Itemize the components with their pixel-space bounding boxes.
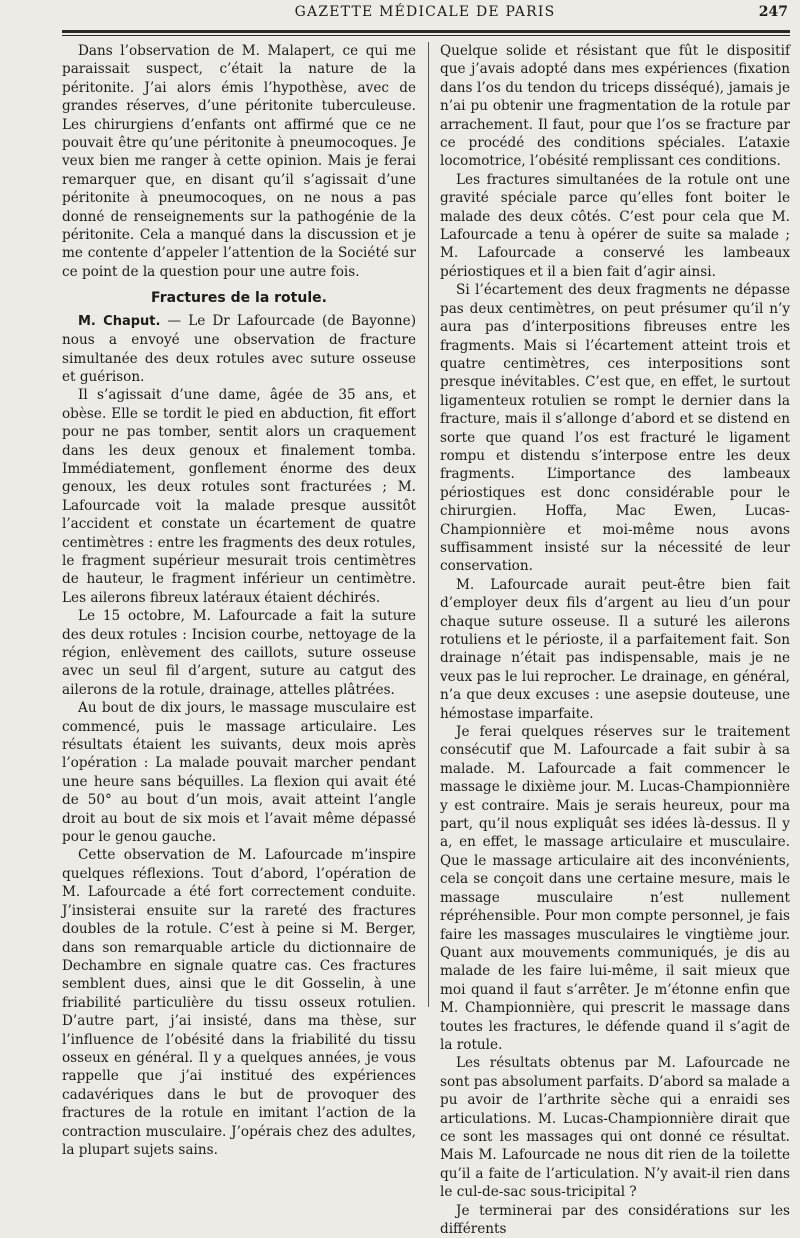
paragraph-chaput-intro <box>62 312 416 387</box>
paragraph-malapert: Dans l’observation de M. Malapert, ce qui me paraissait suspect, c’était la nature de la péritonite. J’ai alors émis l’hypothèse, avec de grandes réserves, d’une péritonite tuberculeuse. Les chirurgiens d’enfants ont affirmé que ce ne pouvait être qu’une péritonite à pneumocoques. Je veux bien me ranger à cette opinion. Mais je ferai remarquer que, en disant qu’il s’agissait d’une péritonite à pneumocoques, on ne nous a pas donné de renseignements sur la pathogénie de la péritonite. Cela a manqué dans la discussion et je me contente d’appeler l’attention de la Société sur ce point de la question pour une autre fois. <box>62 43 416 280</box>
column-divider <box>428 42 429 1007</box>
paragraph-operation: Le 15 octobre, M. Lafourcade a fait la suture des deux rotules : Incision courbe, nettoyage de la région, enlèvement des caillots, suture osseuse avec un seul fil d’argent, suture au catgut des ailerons de la rotule, drainage, attelles plâtrées. <box>62 608 416 698</box>
paragraph-case: Il s’agissait d’une dame, âgée de 35 ans, et obèse. Elle se tordit le pied en abduction, fit effort pour ne pas tomber, sentit alors un craquement dans les deux genoux et finalement tomba. Immédiatement, gonflement énorme des deux genoux, les deux rotules sont fracturées ; M. Lafourcade voit la malade presque aussitôt l’accident et constate un écartement de quatre centimètres : entre les fragments des deux rotules, le fragment supérieur mesurait trois centimètres de hauteur, le fragment inférieur un centimètre. Les ailerons fibreux latéraux étaient déchirés. <box>62 387 416 606</box>
paragraph-fils: M. Lafourcade aurait peut-être bien fait d’employer deux fils d’argent au lieu d’un pour chaque suture osseuse. Il a suturé les ailerons rotuliens et le périoste, il a parfaitement fait. Son drainage n’était pas indispensable, mais je ne veux pas le lui reprocher. Le drainage, en général, n’a que deux excuses : une asepsie douteuse, une hémostase imparfaite. <box>440 576 790 722</box>
header-rule-thick <box>62 30 790 33</box>
running-title: GAZETTE MÉDICALE DE PARIS <box>294 4 556 20</box>
paragraph-traitement: Je ferai quelques réserves sur le traitement consécutif que M. Lafourcade a fait subir à sa malade. M. Lafourcade a fait commencer le massage le dixième jour. M. Lucas-Championnière y est contraire. Mais je serais heureux, pour ma part, qu’il nous expliquât ses idées là-dessus. Il y a, en effet, le massage articulaire et musculaire. Que le massage articulaire ait des inconvénients, cela se conçoit dans une certaine mesure, mais le massage musculaire n’est nullement répréhensible. Pour mon compte personnel, je fais faire les massages musculaires le vingtième jour. Quant aux mouvements communiqués, je dis au malade de les faire lui-même, il sait mieux que moi quand il faut s’arrêter. Je m’étonne enfin que M. Championnière, qui prescrit le massage dans toutes les fractures, le défende quand il s’agit de la rotule. <box>440 724 790 1053</box>
paragraph-chaput-text: — Le Dr Lafourcade (de Bayonne) nous a envoyé une observation de fracture simultanée des deux rotules avec suture osseuse et guérison. <box>62 312 416 385</box>
paragraph-experiments: Quelque solide et résistant que fût le dispositif que j’avais adopté dans mes expériences (fixation dans l’os du tendon du triceps disséqué), jamais je n’ai pu obtenir une fragmentation de la rotule par arrachement. Il faut, pour que l’os se fracture par ce procédé des conditions spéciales. L’ataxie locomotrice, l’obésité remplissant ces conditions. <box>440 43 790 170</box>
left-column <box>62 42 416 1158</box>
speaker-name: M. Chaput. <box>78 313 161 329</box>
right-column <box>440 42 790 1237</box>
page-number: 247 <box>758 4 788 20</box>
section-heading: Fractures de la rotule. <box>151 290 327 307</box>
paragraph-gravity: Les fractures simultanées de la rotule ont une gravité spéciale parce qu’elles font boiter le malade des deux côtés. C’est pour cela que M. Lafourcade a tenu à opérer de suite sa malade ; M. Lafourcade a conservé les lambeaux périostiques et il a bien fait d’agir ainsi. <box>440 171 790 280</box>
header-rule-thin <box>62 35 790 36</box>
paragraph-ecartement: Si l’écartement des deux fragments ne dépasse pas deux centimètres, on peut présumer qu’il n’y aura pas d’interpositions fibreuses entre les fragments. Mais si l’écartement atteint trois et quatre centimètres, ces interpositions sont presque inévitables. C’est que, en effet, le surtout ligamenteux rotulien se rompt le dernier dans la fracture, mais il s’allonge d’abord et se distend en sorte que quand l’os est fracturé le ligament rompu et distendu s’interpose entre les deux fragments. L’importance des lambeaux périostiques est donc considérable pour le chirurgien. Hoffa, Mac Ewen, Lucas-Championnière et moi-même nous avons suffisamment insisté sur la nécessité de leur conservation. <box>440 282 790 575</box>
page-header <box>60 4 790 26</box>
paragraph-resultats: Les résultats obtenus par M. Lafourcade ne sont pas absolument parfaits. D’abord sa malade a pu avoir de l’arthrite sèche qui a enraidi ses articulations. M. Lucas-Championnière dirait que ce sont les massages qui ont donné ce résultat. Mais M. Lafourcade ne nous dit rien de la toilette qu’il a faite de l’articulation. N’y avait-il rien dans le cul-de-sac sous-tricipital ? <box>440 1055 790 1201</box>
paragraph-massage: Au bout de dix jours, le massage musculaire est commencé, puis le massage articulaire. Les résultats étaient les suivants, deux mois après l’opération : La malade pouvait marcher pendant une heure sans béquilles. La flexion qui avait été de 50° au bout d’un mois, avait atteint l’angle droit au bout de six mois et l’avait même dépassé pour le genou gauche. <box>62 700 416 846</box>
paragraph-conclusion: Je terminerai par des considérations sur les différents <box>440 1202 790 1237</box>
paragraph-reflexions: Cette observation de M. Lafourcade m’inspire quelques réflexions. Tout d’abord, l’opération de M. Lafourcade a été fort correctement conduite. J’insisterai ensuite sur la rareté des fractures doubles de la rotule. C’est à peine si M. Berger, dans son remarquable article du dictionnaire de Dechambre en signale quatre cas. Ces fractures semblent dues, ainsi que le dit Gosselin, à une friabilité particulière du tissu osseux rotulien. D’autre part, j’ai insisté, dans ma thèse, sur l’influence de l’obésité dans la friabilité du tissu osseux en général. Il y a quelques années, je vous rappelle que j’ai institué des expériences cadavériques dans le but de provoquer des fractures de la rotule en imitant l’action de la contraction musculaire. J’opérais chez des adultes, la plupart sujets sains. <box>62 847 416 1158</box>
